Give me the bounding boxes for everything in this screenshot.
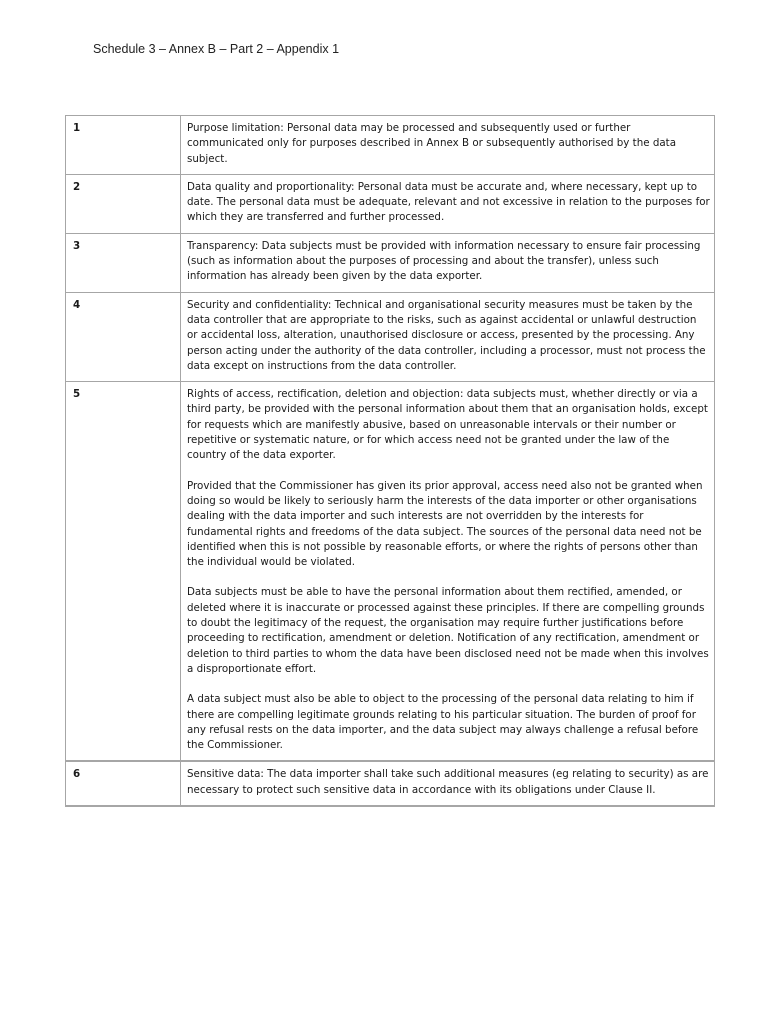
row-number: 6	[66, 761, 181, 806]
paragraph: Transparency: Data subjects must be provided with information necessary to ensure fair processing (such as information about the purposes of processing and about the transfer), unless such information has already been given by the data exporter.	[187, 239, 701, 283]
paragraph: Data quality and proportionality: Personal data must be accurate and, where necessary, kept up to date. The personal data must be adequate, relevant and not excessive in relation to the purposes for which they are transferred and further processed.	[187, 180, 710, 224]
paragraph: Provided that the Commissioner has given its prior approval, access need also not be granted when doing so would be likely to seriously harm the interests of the data importer or other organisations dealing with the data importer and such interests are not overridden by the interests for fundamental rights and freedoms of the data subject. The sources of the personal data need not be identified when this is not possible by reasonable efforts, or where the rights of persons other than the individual would be violated.	[187, 479, 703, 569]
paragraph: Security and confidentiality: Technical and organisational security measures must be taken by the data controller that are appropriate to the risks, such as against accidental or unlawful destruction or accidental loss, alteration, unauthorised disclosure or access, presented by the processing. Any person acting under the authority of the data controller, including a processor, must not process the data except on instructions from the data controller.	[187, 298, 706, 372]
principle-text	[181, 116, 715, 175]
table-row	[66, 292, 715, 381]
row-number: 3	[66, 233, 181, 292]
table-row	[66, 116, 715, 175]
principle-text	[181, 382, 715, 762]
principle-text	[181, 761, 715, 806]
principle-text	[181, 233, 715, 292]
table-row	[66, 761, 715, 806]
paragraph: Data subjects must be able to have the personal information about them rectified, amended, or deleted where it is inaccurate or processed against these principles. If there are compelling grounds to doubt the legitimacy of the request, the organisation may require further justifications before proceeding to rectification, amendment or deletion. Notification of any rectification, amendment or deletion to third parties to whom the data have been disclosed need not be made when this involves a disproportionate effort.	[187, 586, 709, 675]
paragraph: A data subject must also be able to object to the processing of the personal data relating to him if there are compelling legitimate grounds relating to his particular situation. The burden of proof for any refusal rests on the data importer, and the data subject may always challenge a refusal before the Commissioner.	[187, 693, 699, 752]
table-row	[66, 174, 715, 233]
row-number: 2	[66, 174, 181, 233]
table-row	[66, 233, 715, 292]
paragraph: Rights of access, rectification, deletion and objection: data subjects must, whether directly or via a third party, be provided with the personal information about them that an organisation holds, except for requests which are manifestly abusive, based on unreasonable intervals or their number or repetitive or systematic nature, or for which access need not be granted under the law of the country of the data exporter.	[187, 388, 708, 462]
principle-text	[181, 292, 715, 381]
principle-text	[181, 174, 715, 233]
principles-table	[65, 115, 715, 807]
row-number: 5	[66, 382, 181, 762]
row-number: 1	[66, 116, 181, 175]
paragraph: Sensitive data: The data importer shall take such additional measures (eg relating to security) as are necessary to protect such sensitive data in accordance with its obligations under Clause II.	[187, 768, 709, 796]
row-number: 4	[66, 292, 181, 381]
page-header: Schedule 3 – Annex B – Part 2 – Appendix 1	[93, 42, 340, 56]
paragraph: Purpose limitation: Personal data may be processed and subsequently used or further communicated only for purposes described in Annex B or subsequently authorised by the data subject.	[187, 122, 677, 165]
table-row	[66, 382, 715, 762]
